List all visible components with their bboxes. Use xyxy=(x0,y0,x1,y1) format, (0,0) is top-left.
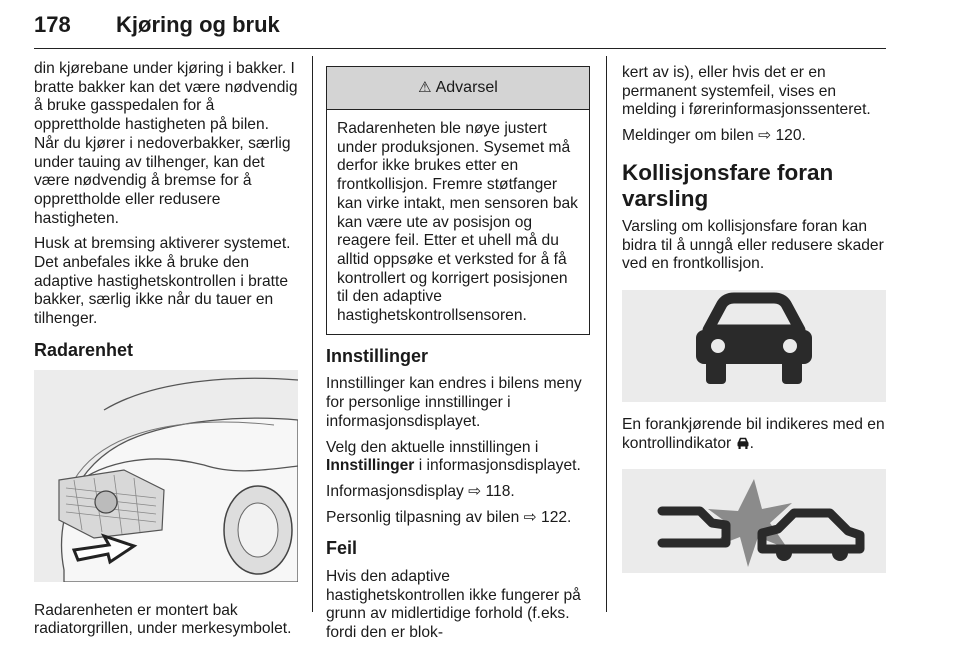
paragraph xyxy=(326,439,590,476)
cross-reference: Personlig tilpasning av bilen ⇨ 122. xyxy=(326,508,572,526)
column-divider xyxy=(606,56,607,612)
paragraph: Varsling om kollisjonsfare foran kan bidra til å unngå eller redusere skader ved en frontkollisjon. xyxy=(622,217,884,273)
car-side-left-icon xyxy=(662,511,726,543)
section-heading-radar: Radarenhet xyxy=(34,339,134,360)
car-indicator-icon xyxy=(736,437,750,450)
radar-unit-illustration xyxy=(34,370,298,582)
text-span: Velg den aktuelle innstillingen i xyxy=(326,438,539,456)
column-right xyxy=(622,64,886,573)
column-divider xyxy=(312,56,313,612)
page-number: 178 xyxy=(34,12,71,37)
paragraph: Innstillinger kan endres i bilens meny for personlige innstillinger i informasjonsdisplayet. xyxy=(326,375,582,430)
paragraph: kert av is), eller hvis det er en permanent systemfeil, vises en melding i førerinformasjonssenteret. xyxy=(622,64,871,119)
section-heading-fault: Feil xyxy=(326,538,358,559)
paragraph: din kjørebane under kjøring i bakker. I bratte bakker kan det være nødvendig å bruke gasspedalen for å opprettholde hastigheten på bilen. Når du kjører i nedoverbakker, særlig under tauing av tilhenger, kan det være nødvendig å bremse for å opprettholde eller redusere hastigheten. xyxy=(34,60,298,227)
image-caption: Radarenheten er montert bak radiatorgrillen, under merkesymbolet. xyxy=(34,601,292,638)
section-heading-settings: Innstillinger xyxy=(326,345,429,366)
settings-menu-label: Innstillinger xyxy=(326,457,415,475)
warning-text: Radarenheten ble nøye justert under produksjonen. Sysemet må derfor ikke brukes etter en frontkollisjon. Fremre støtfanger kan virke intakt, men sensoren bak kan være ute av posisjon og reagere feil. Etter et uhell må du alltid oppsøke et verksted for å få kontrollert og korrigert posisjonen til den adaptive hastighetskontrollsensoren. xyxy=(337,120,578,325)
vehicle-ahead-indicator-image xyxy=(622,290,886,402)
section-heading-collision: Kollisjonsfare foran varsling xyxy=(622,159,834,211)
text-span: i informasjonsdisplayet. xyxy=(414,457,581,475)
warning-header xyxy=(327,67,589,110)
cross-reference: Meldinger om bilen ⇨ 120. xyxy=(622,127,806,145)
text-span: En forankjørende bil indikeres med en kontrollindikator xyxy=(622,415,885,452)
car-front-icon xyxy=(696,298,812,384)
text-span: . xyxy=(749,434,754,452)
paragraph: Hvis den adaptive hastighetskontrollen ikke fungerer på grunn av midlertidige forhold (f.eks. fordi den er blok- xyxy=(326,568,581,642)
warning-title: Advarsel xyxy=(435,79,498,96)
column-middle xyxy=(326,66,590,650)
collision-warning-image xyxy=(622,469,886,573)
warning-triangle-icon: ⚠ xyxy=(418,79,432,96)
page-title: Kjøring og bruk xyxy=(116,12,280,37)
warning-box xyxy=(326,66,590,335)
paragraph: Husk at bremsing aktiverer systemet. Det anbefales ikke å bruke den adaptive hastighetskontrollen i bratte bakker, særlig ikke når du tauer en tilhenger. xyxy=(34,235,291,328)
paragraph xyxy=(622,416,886,453)
cross-reference: Informasjonsdisplay ⇨ 118. xyxy=(326,482,515,500)
page-header xyxy=(34,8,886,49)
column-left xyxy=(34,60,298,646)
